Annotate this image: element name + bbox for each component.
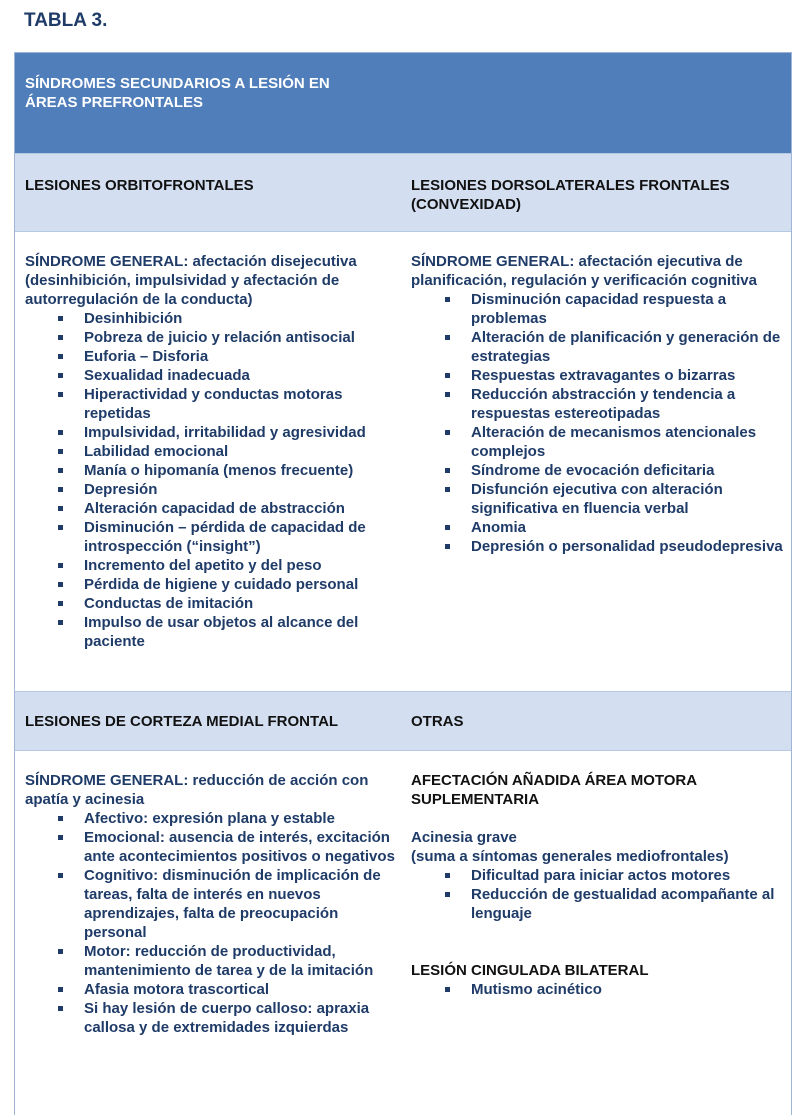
- otras-content: [403, 771, 791, 1115]
- list-item: Reducción de gestualidad acompañante al lenguaje: [411, 885, 785, 923]
- section-heading-row-2: [15, 691, 791, 751]
- cingulate-list: [411, 980, 785, 999]
- list-item: Sexualidad inadecuada: [25, 366, 397, 385]
- list-item: Síndrome de evocación deficitaria: [411, 461, 785, 480]
- list-item: Desinhibición: [25, 309, 397, 328]
- table-header: [15, 52, 791, 153]
- list-item: Pérdida de higiene y cuidado personal: [25, 575, 397, 594]
- syndromes-table: [14, 52, 792, 1115]
- list-item: Alteración de mecanismos atencionales complejos: [411, 423, 785, 461]
- list-item: Conductas de imitación: [25, 594, 397, 613]
- list-item: Disminución – pérdida de capacidad de introspección (“insight”): [25, 518, 397, 556]
- list-item: Alteración capacidad de abstracción: [25, 499, 397, 518]
- list-item: Depresión o personalidad pseudodepresiva: [411, 537, 785, 556]
- orbitofrontal-content: [15, 252, 403, 691]
- sma-subtitle-2: (suma a síntomas generales mediofrontales): [411, 848, 729, 865]
- heading-medial: LESIONES DE CORTEZA MEDIAL FRONTAL: [25, 713, 339, 730]
- orbitofrontal-general: SÍNDROME GENERAL: afectación disejecutiva (desinhibición, impulsividad y afectación de autorregulación de la conducta): [25, 253, 357, 308]
- list-item: Depresión: [25, 480, 397, 499]
- heading-otras: OTRAS: [411, 713, 464, 730]
- list-item: Respuestas extravagantes o bizarras: [411, 366, 785, 385]
- heading-orbitofrontal: LESIONES ORBITOFRONTALES: [25, 177, 254, 194]
- medial-general: SÍNDROME GENERAL: reducción de acción con apatía y acinesia: [25, 772, 369, 808]
- orbitofrontal-list: [25, 309, 397, 651]
- list-item: Emocional: ausencia de interés, excitación ante acontecimientos positivos o negativos: [25, 828, 397, 866]
- list-item: Labilidad emocional: [25, 442, 397, 461]
- list-item: Afasia motora trascortical: [25, 980, 397, 999]
- list-item: Impulso de usar objetos al alcance del paciente: [25, 613, 397, 651]
- list-item: Si hay lesión de cuerpo calloso: apraxia callosa y de extremidades izquierdas: [25, 999, 397, 1037]
- list-item: Alteración de planificación y generación de estrategias: [411, 328, 785, 366]
- cingulate-title: LESIÓN CINGULADA BILATERAL: [411, 962, 649, 979]
- sma-subtitle-1: Acinesia grave: [411, 829, 517, 846]
- list-item: Hiperactividad y conductas motoras repetidas: [25, 385, 397, 423]
- section-heading-row-1: [15, 153, 791, 232]
- heading-dorsolateral: LESIONES DORSOLATERALES FRONTALES (CONVEXIDAD): [411, 177, 730, 213]
- medial-content: [15, 771, 403, 1115]
- medial-list: [25, 809, 397, 1037]
- dorsolateral-general: SÍNDROME GENERAL: afectación ejecutiva de planificación, regulación y verificación cognitiva: [411, 253, 757, 289]
- list-item: Cognitivo: disminución de implicación de tareas, falta de interés en nuevos aprendizajes, falta de preocupación personal: [25, 866, 397, 942]
- dorsolateral-list: [411, 290, 785, 556]
- table-caption: TABLA 3.: [24, 10, 108, 31]
- list-item: Euforia – Disforia: [25, 347, 397, 366]
- list-item: Disfunción ejecutiva con alteración significativa en fluencia verbal: [411, 480, 785, 518]
- table-header-title: SÍNDROMES SECUNDARIOS A LESIÓN EN ÁREAS PREFRONTALES: [25, 75, 330, 111]
- list-item: Impulsividad, irritabilidad y agresividad: [25, 423, 397, 442]
- list-item: Pobreza de juicio y relación antisocial: [25, 328, 397, 347]
- section-body-row-1: [15, 232, 791, 691]
- list-item: Incremento del apetito y del peso: [25, 556, 397, 575]
- list-item: Reducción abstracción y tendencia a respuestas estereotipadas: [411, 385, 785, 423]
- sma-title: AFECTACIÓN AÑADIDA ÁREA MOTORA SUPLEMENTARIA: [411, 772, 697, 808]
- dorsolateral-content: [403, 252, 791, 691]
- list-item: Disminución capacidad respuesta a problemas: [411, 290, 785, 328]
- list-item: Manía o hipomanía (menos frecuente): [25, 461, 397, 480]
- section-body-row-2: [15, 751, 791, 1115]
- list-item: Anomia: [411, 518, 785, 537]
- list-item: Afectivo: expresión plana y estable: [25, 809, 397, 828]
- list-item: Motor: reducción de productividad, mantenimiento de tarea y de la imitación: [25, 942, 397, 980]
- list-item: Mutismo acinético: [411, 980, 785, 999]
- list-item: Dificultad para iniciar actos motores: [411, 866, 785, 885]
- sma-list: [411, 866, 785, 923]
